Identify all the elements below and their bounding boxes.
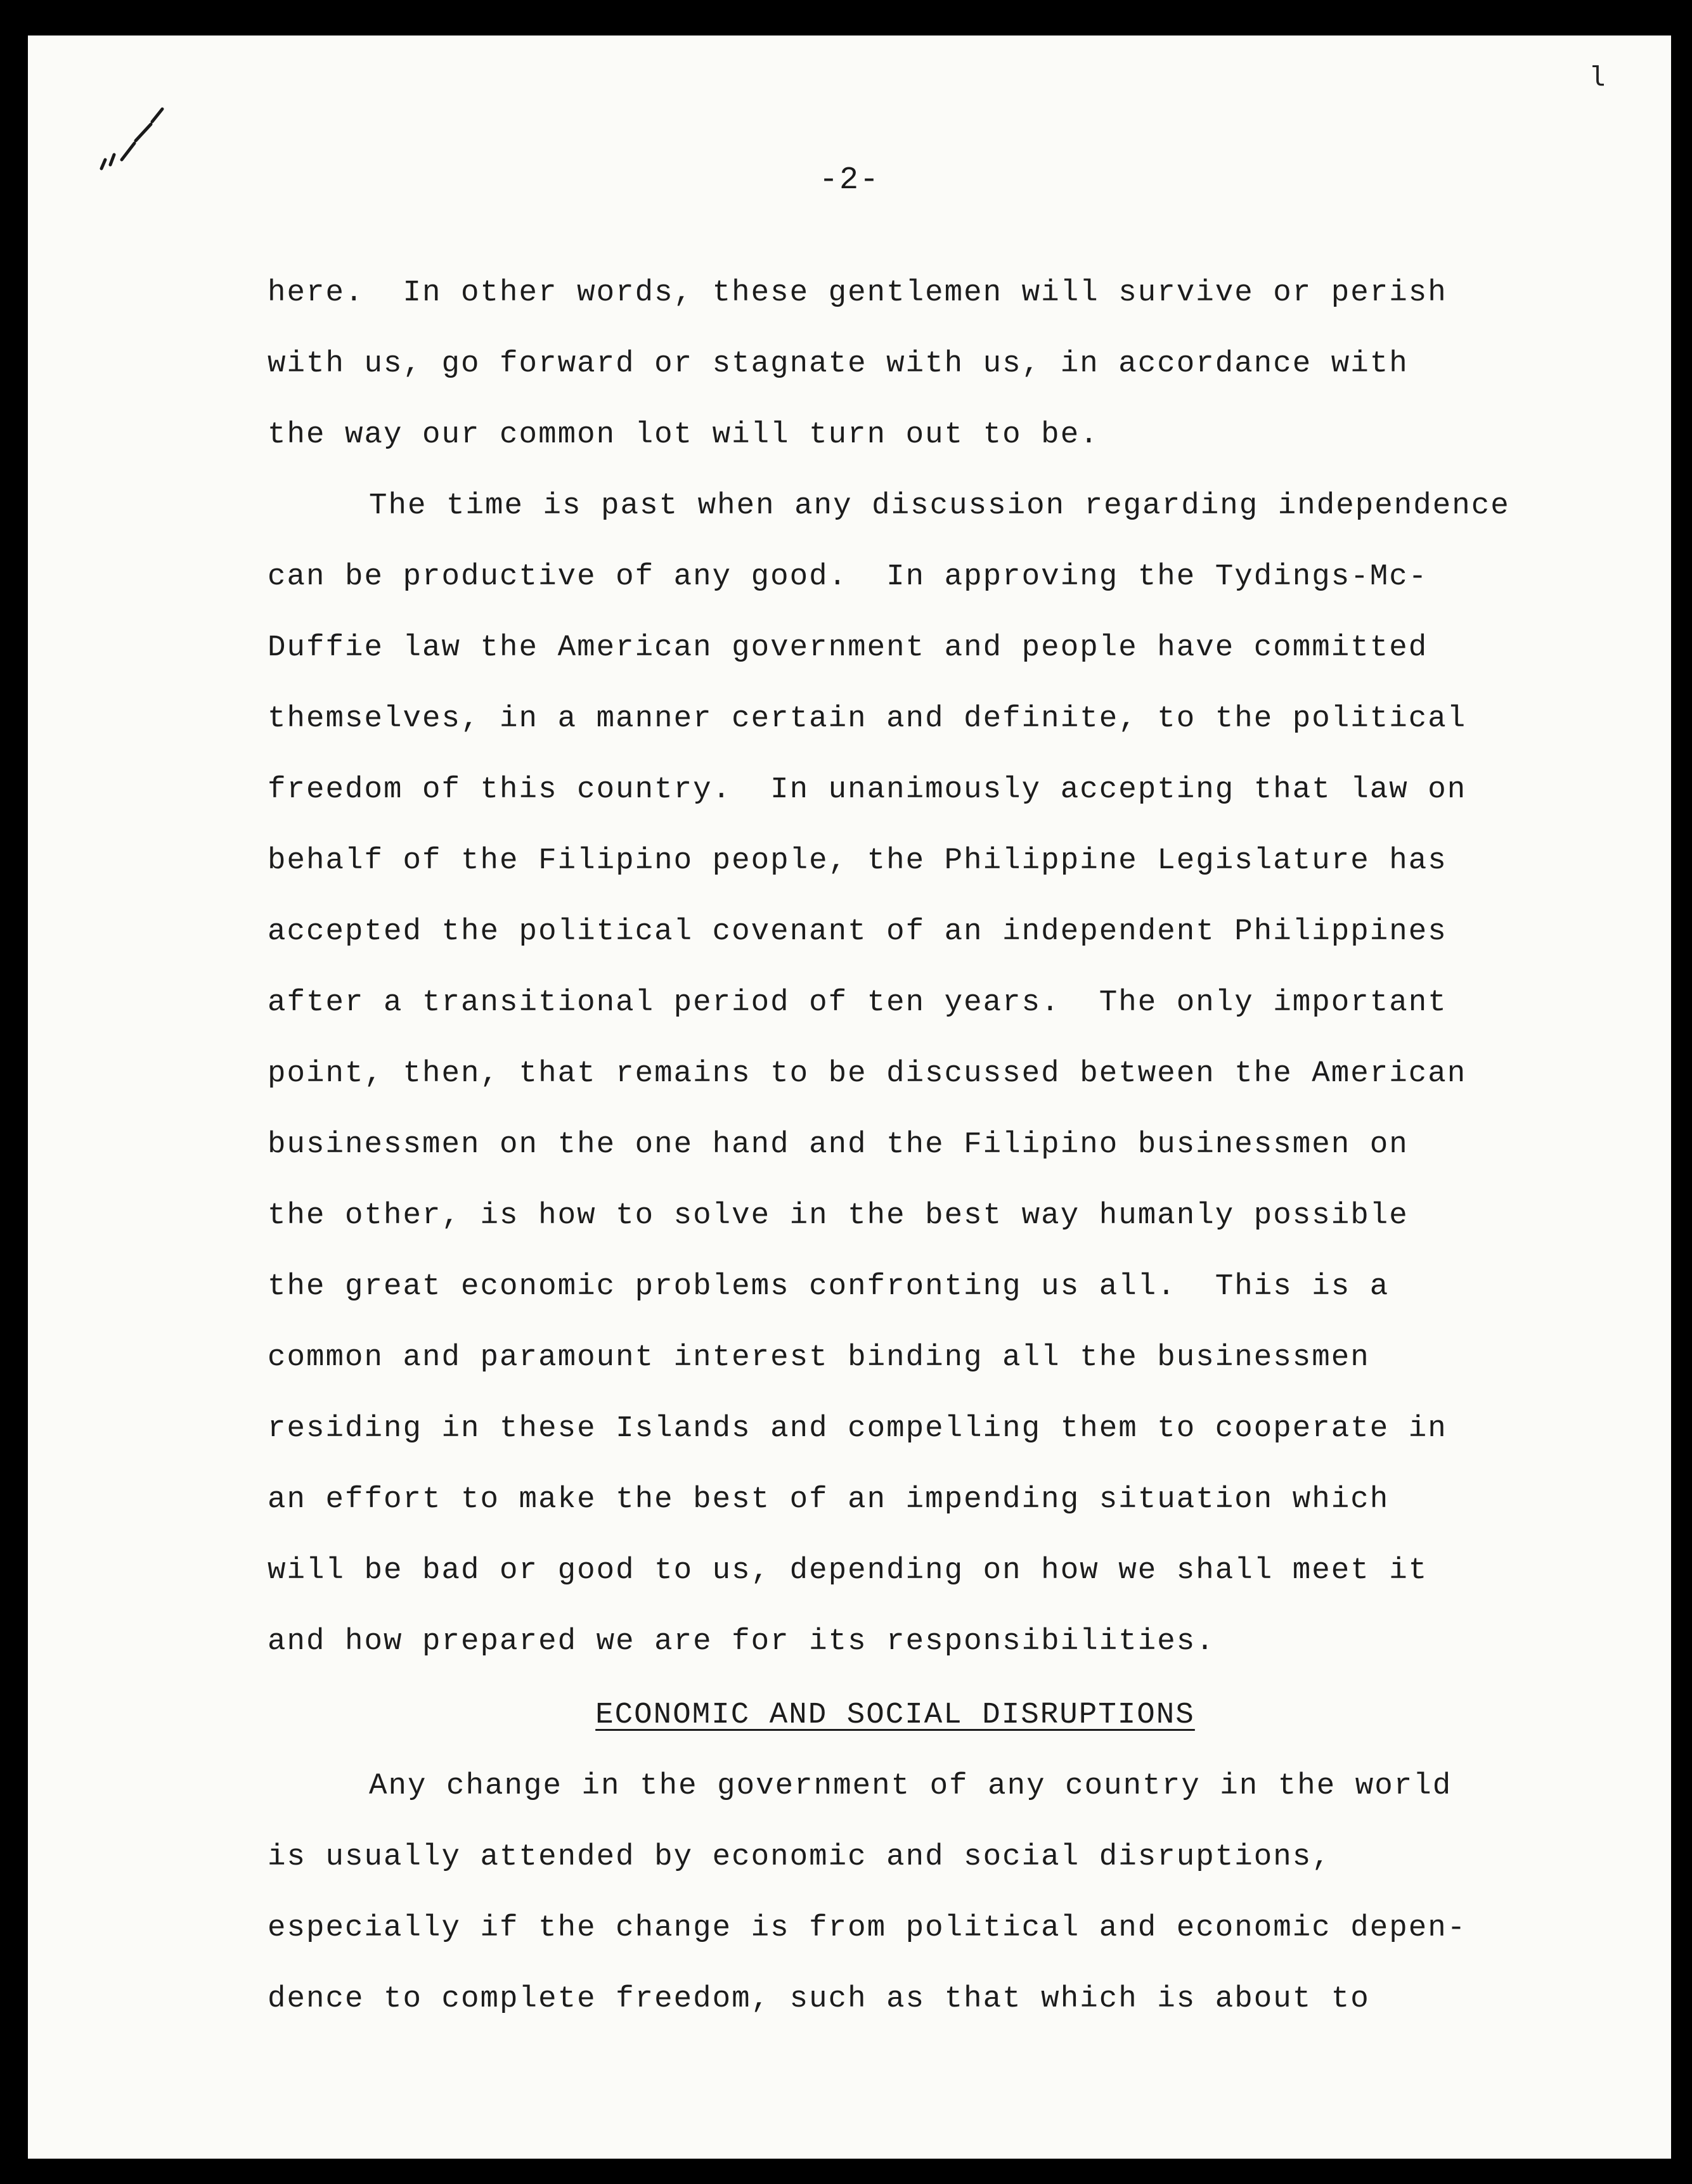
text-line: can be productive of any good. In approving the Tydings-Mc- — [268, 560, 1428, 594]
text-line: dence to complete freedom, such as that which is about to — [268, 1982, 1370, 2016]
text-line: is usually attended by economic and social disruptions, — [268, 1840, 1331, 1874]
corner-mark: l — [1590, 61, 1606, 92]
text-line: after a transitional period of ten years. The only important — [268, 986, 1447, 1020]
text-line: point, then, that remains to be discussed between the American — [268, 1057, 1467, 1091]
text-line: an effort to make the best of an impending situation which — [268, 1482, 1390, 1517]
section-heading-text: ECONOMIC AND SOCIAL DISRUPTIONS — [595, 1698, 1195, 1732]
section-heading — [268, 1680, 1523, 1750]
text-line: residing in these Islands and compelling them to cooperate in — [268, 1411, 1447, 1446]
text-line: with us, go forward or stagnate with us, in accordance with — [268, 347, 1409, 381]
text-line: the way our common lot will turn out to be. — [268, 418, 1099, 452]
text-line: the great economic problems confronting us all. This is a — [268, 1269, 1390, 1304]
text-line: will be bad or good to us, depending on how we shall meet it — [268, 1553, 1428, 1588]
text-line: here. In other words, these gentlemen will survive or perish — [268, 276, 1447, 310]
text-line: behalf of the Filipino people, the Philippine Legislature has — [268, 844, 1447, 878]
page-number: -2- — [818, 162, 880, 198]
text-line: Duffie law the American government and people have committed — [268, 631, 1428, 665]
text-line: common and paramount interest binding all the businessmen — [268, 1340, 1370, 1375]
text-line: accepted the political covenant of an independent Philippines — [268, 915, 1447, 949]
body-text — [268, 257, 1523, 2034]
document-page — [28, 35, 1671, 2159]
text-line: businessmen on the one hand and the Filipino businessmen on — [268, 1127, 1409, 1162]
text-line: themselves, in a manner certain and definite, to the political — [268, 702, 1467, 736]
text-line: and how prepared we are for its responsibilities. — [268, 1624, 1215, 1659]
text-line: Any change in the government of any country in the world — [369, 1769, 1452, 1803]
text-line: The time is past when any discussion regarding independence — [369, 489, 1510, 523]
text-line: especially if the change is from political and economic depen- — [268, 1911, 1467, 1945]
text-line: freedom of this country. In unanimously accepting that law on — [268, 773, 1467, 807]
text-line: the other, is how to solve in the best way humanly possible — [268, 1198, 1409, 1233]
